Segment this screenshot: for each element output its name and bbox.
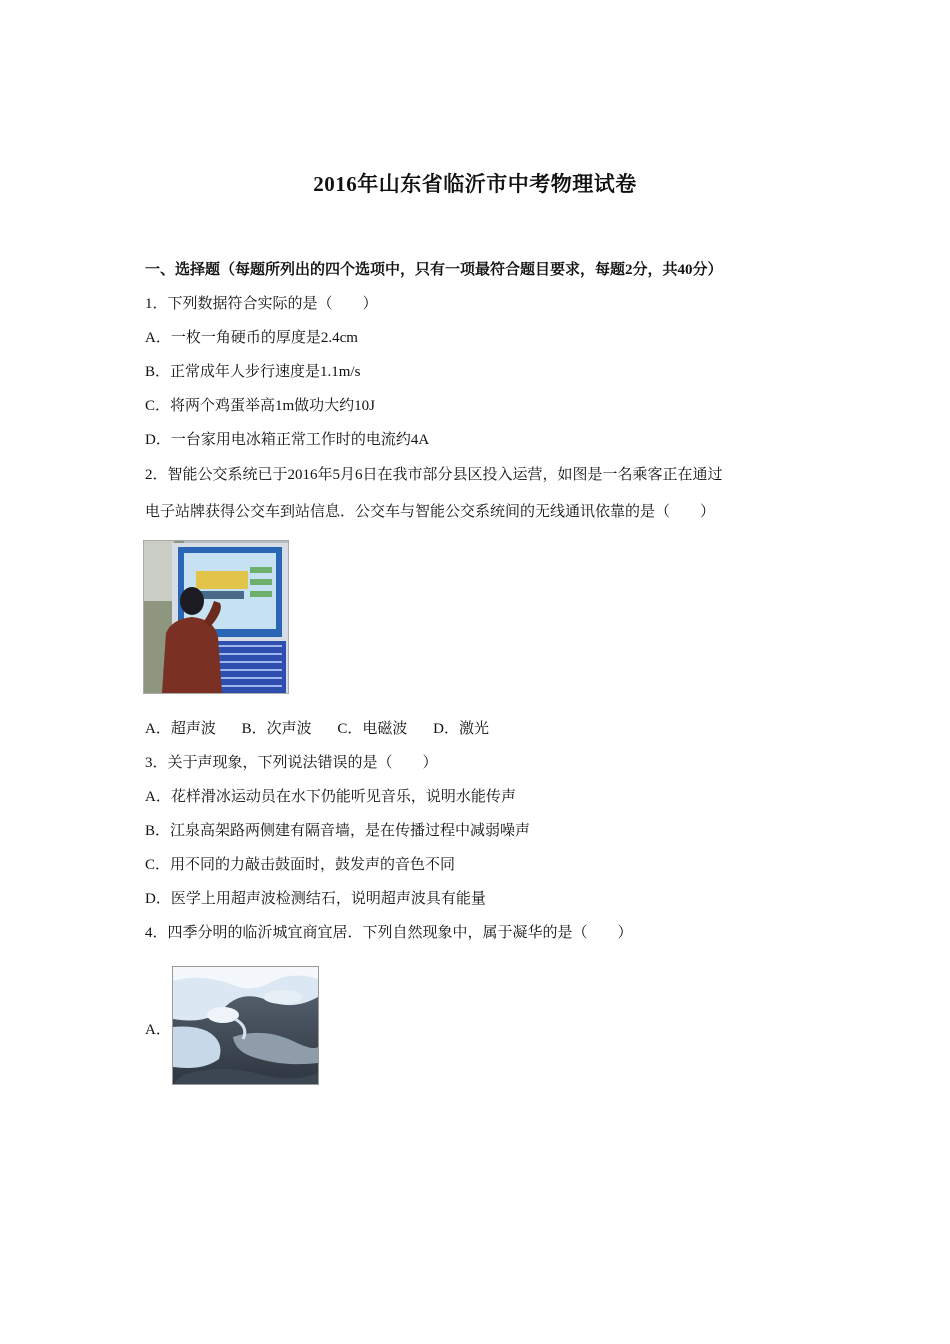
q4-stem: 4．四季分明的临沂城宜商宜居．下列自然现象中，属于凝华的是（ ） <box>145 925 633 941</box>
q2-option-a: A．超声波 <box>145 721 216 737</box>
q2-option-d: D．激光 <box>433 721 489 737</box>
section-heading: 一、选择题（每题所列出的四个选项中，只有一项最符合题目要求，每题2分，共40分） <box>145 262 723 278</box>
bus-kiosk-photo <box>143 540 289 694</box>
q3-option-c: C．用不同的力敲击鼓面时，鼓发声的音色不同 <box>145 857 456 873</box>
q1-option-c: C．将两个鸡蛋举高1m做功大约10J <box>145 398 376 414</box>
ice-stream-photo <box>172 966 319 1085</box>
q3-option-d: D．医学上用超声波检测结石，说明超声波具有能量 <box>145 891 486 907</box>
q2-stem-line2: 电子站牌获得公交车到站信息．公交车与智能公交系统间的无线通讯依靠的是（ ） <box>145 504 716 520</box>
q1-option-b: B．正常成年人步行速度是1.1m/s <box>145 364 361 380</box>
page-title: 2016年山东省临沂市中考物理试卷 <box>313 172 637 196</box>
q3-option-a: A．花样滑冰运动员在水下仍能听见音乐，说明水能传声 <box>145 789 516 805</box>
q2-option-b: B．次声波 <box>241 721 312 737</box>
q3-option-b: B．江泉高架路两侧建有隔音墙，是在传播过程中减弱噪声 <box>145 823 531 839</box>
q1-stem: 1．下列数据符合实际的是（ ） <box>145 296 378 312</box>
q1-option-d: D．一台家用电冰箱正常工作时的电流约4A <box>145 432 430 448</box>
q3-stem: 3．关于声现象，下列说法错误的是（ ） <box>145 755 438 771</box>
q1-option-a: A．一枚一角硬币的厚度是2.4cm <box>145 330 358 346</box>
q2-option-c: C．电磁波 <box>337 721 408 737</box>
q4-option-a-label: A． <box>145 1022 171 1038</box>
q2-stem-line1: 2．智能公交系统已于2016年5月6日在我市部分县区投入运营，如图是一名乘客正在通过 <box>145 467 723 483</box>
q2-options <box>145 717 511 738</box>
